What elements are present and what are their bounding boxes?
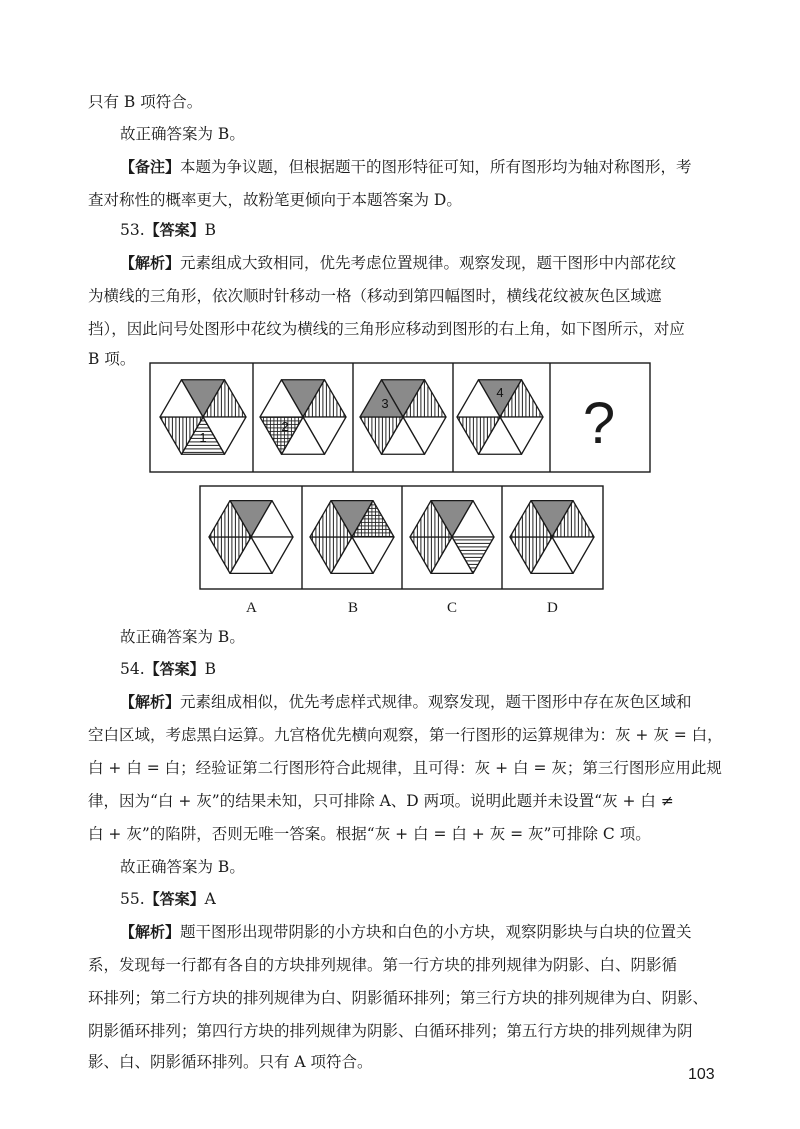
text-line: 影、白、阴影循环排列。只有 A 项符合。 [88, 1053, 373, 1071]
question-mark: ? [582, 391, 616, 456]
hexagon-figure [209, 501, 293, 574]
answer-tag: 【答案】 [144, 221, 205, 239]
text-line: 故正确答案为 B。 [120, 628, 245, 646]
text-line: 为横线的三角形，依次顺时针移动一格（移动到第四幅图时，横线花纹被灰色区域遮 [88, 287, 662, 305]
option-label-d: D [547, 600, 558, 616]
analysis-tag: 【解析】 [120, 923, 181, 941]
text-line: 查对称性的概率更大，故粉笔更倾向于本题答案为 D。 [88, 191, 462, 209]
text-line: 白 + 灰”的陷阱，否则无唯一答案。根据“灰 + 白 = 白 + 灰 = 灰”可排除 C 项。 [88, 825, 651, 843]
question-54-answer [120, 653, 216, 686]
text-line: 只有 B 项符合。 [88, 93, 203, 111]
option-label-c: C [447, 600, 458, 616]
note-text: 本题为争议题，但根据题干的图形特征可知，所有图形均为轴对称图形，考 [180, 158, 692, 176]
question-number: 55. [120, 890, 145, 908]
option-label-a: A [246, 600, 257, 616]
text-line: 挡），因此问号处图形中花纹为横线的三角形应移动到图形的右上角，如下图所示，对应 [88, 320, 685, 338]
triangle-number: 3 [381, 396, 389, 411]
text-line: 空白区域，考虑黑白运算。九宫格优先横向观察，第一行图形的运算规律为：灰 + 灰 = 白， [88, 726, 723, 744]
text-line: 系，发现每一行都有各自的方块排列规律。第一行方块的排列规律为阴影、白、阴影循 [88, 956, 678, 974]
analysis-tag: 【解析】 [120, 254, 181, 272]
text-line: 故正确答案为 B。 [120, 125, 245, 143]
answer-value: B [204, 660, 217, 678]
analysis-line [120, 686, 692, 719]
answer-value: B [204, 221, 217, 239]
answer-tag: 【答案】 [144, 660, 205, 678]
question-number: 54. [120, 660, 145, 678]
option-label-b: B [348, 600, 359, 616]
hexagon-figure [360, 380, 446, 454]
hexagon-figure [510, 501, 594, 574]
note-tag: 【备注】 [120, 158, 181, 176]
hexagon-figure [410, 501, 494, 574]
text-line: 故正确答案为 B。 [120, 858, 245, 876]
analysis-line [120, 916, 692, 949]
hexagon-figure [260, 380, 346, 454]
triangle-number: 2 [281, 419, 289, 434]
text-line: 阴影循环排列；第四行方块的排列规律为阴影、白循环排列；第五行方块的排列规律为阴 [88, 1022, 693, 1040]
question-number: 53. [120, 221, 145, 239]
text-line: 白 + 白 = 白；经验证第二行图形符合此规律，且可得：灰 + 白 = 灰；第三行图形应用此规 [88, 759, 722, 777]
text-line: B 项。 [88, 350, 136, 368]
answer-value: A [204, 890, 216, 908]
analysis-tag: 【解析】 [120, 693, 181, 711]
triangle-number: 1 [199, 430, 207, 445]
hexagon-figure [310, 501, 394, 574]
text-line: 律，因为“白 + 灰”的结果未知，只可排除 A、D 两项。说明此题并未设置“灰 + 白 ≠ [88, 792, 674, 810]
page-number: 103 [688, 1066, 715, 1083]
analysis-text: 元素组成相似，优先考虑样式规律。观察发现，题干图形中存在灰色区域和 [180, 693, 692, 711]
triangle-number: 4 [496, 385, 504, 400]
text-line: 环排列；第二行方块的排列规律为白、阴影循环排列；第三行方块的排列规律为白、阴影、 [88, 989, 709, 1007]
question-55-answer [120, 883, 216, 916]
answer-tag: 【答案】 [144, 890, 205, 908]
analysis-text: 元素组成大致相同，优先考虑位置规律。观察发现，题干图形中内部花纹 [180, 254, 677, 272]
analysis-text: 题干图形出现带阴影的小方块和白色的小方块，观察阴影块与白块的位置关 [180, 923, 692, 941]
